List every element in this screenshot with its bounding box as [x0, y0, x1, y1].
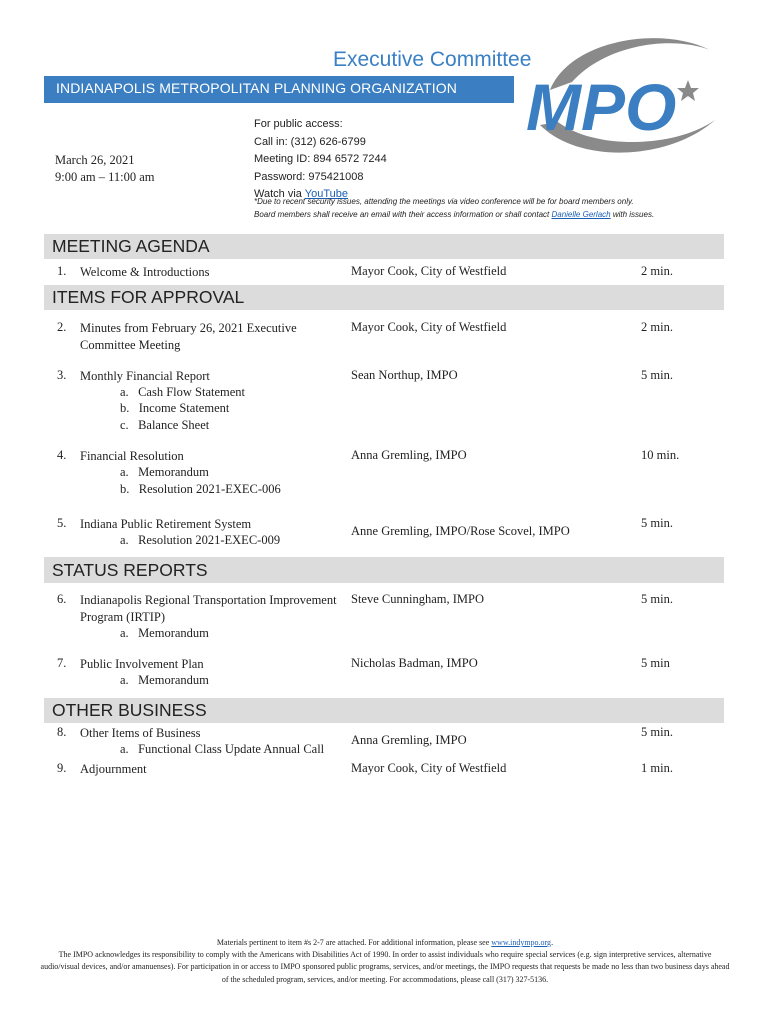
item-duration: 1 min.: [641, 761, 673, 775]
notice-line-2: [254, 209, 654, 222]
notice-text-a: Board members shall receive an email with their access information or shall contact: [254, 209, 552, 219]
sub-item-letter: b.: [120, 401, 130, 415]
sub-item: [120, 532, 280, 549]
section-title-status-reports: STATUS REPORTS: [52, 560, 208, 580]
contact-link[interactable]: Danielle Gerlach: [551, 209, 611, 219]
sub-item-text: Cash Flow Statement: [138, 385, 246, 399]
org-name: INDIANAPOLIS METROPOLITAN PLANNING ORGANIZATION: [56, 80, 457, 96]
item-presenter: Mayor Cook, City of Westfield: [351, 320, 507, 334]
sub-item: [120, 672, 209, 689]
item-presenter: Anna Gremling, IMPO: [351, 448, 467, 462]
notice-text-b: with issues.: [610, 209, 655, 219]
meeting-date: March 26, 2021: [55, 153, 135, 167]
item-number: 2.: [57, 320, 67, 334]
item-title: Monthly Financial Report: [80, 369, 210, 383]
item-duration: 5 min: [641, 656, 670, 670]
item-duration: 5 min.: [641, 725, 673, 739]
item-presenter: Nicholas Badman, IMPO: [351, 656, 478, 670]
footer: [40, 937, 730, 986]
footer-line-1: [40, 937, 730, 949]
item-title: Indianapolis Regional Transportation Improvement Program (IRTIP): [80, 593, 337, 624]
item-presenter: Mayor Cook, City of Westfield: [351, 761, 507, 775]
item-duration: 2 min.: [641, 320, 673, 334]
sub-item-text: Functional Class Update Annual Call: [138, 742, 325, 756]
security-notice: [254, 196, 654, 221]
sub-item: [120, 741, 324, 758]
sub-item-letter: a.: [120, 626, 129, 640]
sub-item-letter: b.: [120, 482, 130, 496]
sub-item-text: Balance Sheet: [138, 418, 210, 432]
mpo-logo: [510, 30, 725, 160]
item-duration: 5 min.: [641, 516, 673, 530]
committee-title: Executive Committee: [333, 48, 532, 71]
meeting-time: 9:00 am – 11:00 am: [55, 170, 155, 184]
sub-item: [120, 464, 209, 481]
sub-item-letter: a.: [120, 742, 129, 756]
sub-item-text: Memorandum: [138, 673, 209, 687]
sub-item-letter: a.: [120, 673, 129, 687]
public-access-info: [254, 116, 387, 204]
sub-item: [120, 481, 281, 498]
access-heading: For public access:: [254, 118, 343, 130]
item-title: Public Involvement Plan: [80, 657, 204, 671]
sub-item: [120, 400, 229, 417]
sub-item: [120, 417, 209, 434]
item-title: Indiana Public Retirement System: [80, 517, 252, 531]
footer-text-b: .: [551, 938, 554, 947]
item-duration: 5 min.: [641, 592, 673, 606]
item-duration: 2 min.: [641, 264, 673, 278]
meeting-password: Password: 975421008: [254, 170, 364, 183]
item-title: Financial Resolution: [80, 449, 184, 463]
sub-item-text: Resolution 2021-EXEC-006: [138, 482, 281, 496]
section-title-items-for-approval: ITEMS FOR APPROVAL: [52, 287, 245, 307]
item-presenter: Anna Gremling, IMPO: [351, 733, 467, 747]
item-presenter: Anne Gremling, IMPO/Rose Scovel, IMPO: [351, 524, 570, 538]
footer-ada-statement: The IMPO acknowledges its responsibility to comply with the Americans with Disabilities Act of 1990. In order to assist individuals who require special services (e.g. sign interpretive services, alternative audio/visual devices, and/or amanuenses). For participation in or access to IMPO sponsored public programs, services, and/or meetings, the IMPO requests that requests be made no less than two business days ahead of the scheduled program, services, and/or meeting. For accommodations, please call (317) 327-5136.: [40, 950, 730, 984]
logo-star-icon: [677, 80, 699, 101]
section-title-other-business: OTHER BUSINESS: [52, 700, 207, 720]
sub-item-text: Memorandum: [138, 626, 209, 640]
sub-item-letter: c.: [120, 418, 129, 432]
item-number: 8.: [57, 725, 67, 739]
call-in-number: Call in: (312) 626-6799: [254, 135, 366, 148]
item-presenter: Steve Cunningham, IMPO: [351, 592, 484, 606]
meeting-datetime: [55, 152, 155, 186]
sub-item: [120, 625, 209, 642]
notice-line-1: *Due to recent security issues, attending the meetings via video conference will be for board members only.: [254, 197, 634, 206]
item-duration: 10 min.: [641, 448, 680, 462]
website-link[interactable]: www.indympo.org: [491, 938, 552, 947]
item-presenter: Sean Northup, IMPO: [351, 368, 458, 382]
item-number: 6.: [57, 592, 67, 606]
item-number: 3.: [57, 368, 67, 382]
item-presenter: Mayor Cook, City of Westfield: [351, 264, 507, 278]
sub-item-text: Memorandum: [138, 465, 209, 479]
item-number: 1.: [57, 264, 67, 278]
sub-item-letter: a.: [120, 465, 129, 479]
item-number: 7.: [57, 656, 67, 670]
item-title: Minutes from February 26, 2021 Executive Committee Meeting: [80, 321, 297, 352]
section-title-meeting-agenda: MEETING AGENDA: [52, 236, 210, 256]
youtube-link[interactable]: YouTube: [304, 188, 348, 200]
logo-text: MPO: [526, 70, 677, 144]
item-title: Other Items of Business: [80, 726, 201, 740]
meeting-id: Meeting ID: 894 6572 7244: [254, 153, 387, 165]
item-title: Welcome & Introductions: [80, 265, 210, 279]
item-number: 9.: [57, 761, 67, 775]
sub-item-text: Resolution 2021-EXEC-009: [138, 533, 281, 547]
sub-item: [120, 384, 245, 401]
item-duration: 5 min.: [641, 368, 673, 382]
sub-item-text: Income Statement: [138, 401, 230, 415]
item-title: Adjournment: [80, 762, 147, 776]
watch-prefix: Watch via: [254, 188, 305, 200]
sub-item-letter: a.: [120, 533, 129, 547]
footer-text-a: Materials pertinent to item #s 2-7 are attached. For additional information, please see: [216, 938, 492, 947]
sub-item-letter: a.: [120, 385, 129, 399]
item-number: 4.: [57, 448, 67, 462]
item-number: 5.: [57, 516, 67, 530]
